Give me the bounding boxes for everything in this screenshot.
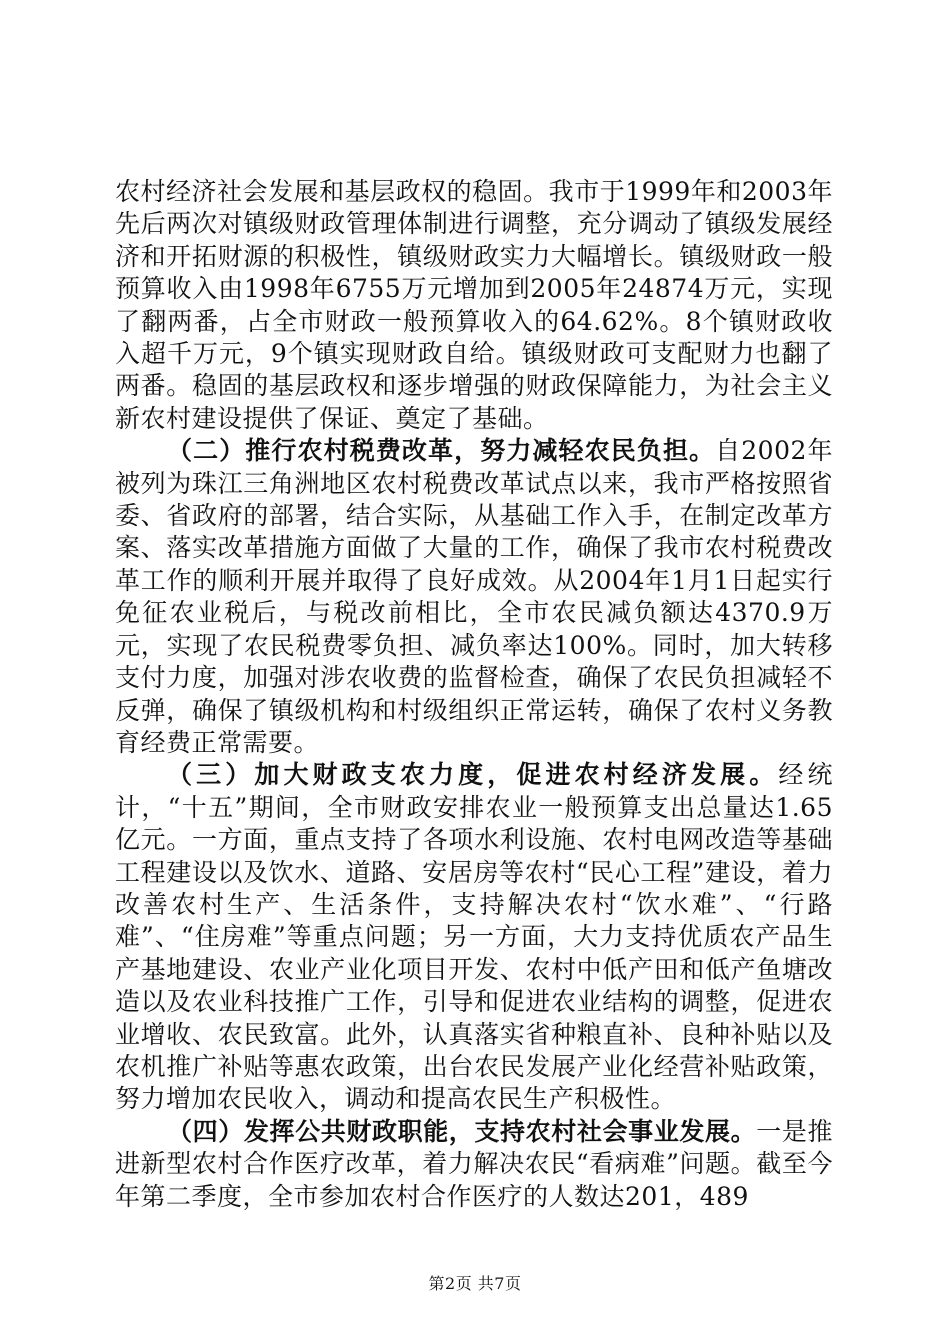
paragraph-4-heading: （四）发挥公共财政职能，支持农村社会事业发展。 — [167, 1116, 757, 1146]
page-number-label: 第2页 共7页 — [428, 1274, 522, 1293]
paragraph-1-body: 农村经济社会发展和基层政权的稳固。我市于1999年和2003年先后两次对镇级财政管理体制进行调整，充分调动了镇级发展经济和开拓财源的积极性，镇级财政实力大幅增长。镇级财政一般预算收入由1998年6755万元增加到2005年24874万元，实现了翻两番，占全市财政一般预算收入的64.62%。8个镇财政收入超千万元，9个镇实现财政自给。镇级财政可支配财力也翻了两番。稳固的基层政权和逐步增强的财政保障能力，为社会主义新农村建设提供了保证、奠定了基础。 — [115, 177, 833, 433]
paragraph-4 — [115, 1116, 833, 1213]
paragraph-1 — [115, 176, 833, 435]
paragraph-3-body: 经统计，“十五”期间，全市财政安排农业一般预算支出总量达1.65亿元。一方面，重点支持了各项水利设施、农村电网改造等基础工程建设以及饮水、道路、安居房等农村“民心工程”建设，着力改善农村生产、生活条件，支持解决农村“饮水难”、“行路难”、“住房难”等重点问题；另一方面，大力支持优质农产品生产基地建设、农业产业化项目开发、农村中低产田和低产鱼塘改造以及农业科技推广工作，引导和促进农业结构的调整，促进农业增收、农民致富。此外，认真落实省种粮直补、良种补贴以及农机推广补贴等惠农政策，出台农民发展产业化经营补贴政策，努力增加农民收入，调动和提高农民生产积极性。 — [115, 760, 833, 1114]
paragraph-2 — [115, 435, 833, 759]
document-body — [115, 176, 833, 1213]
paragraph-3-heading: （三）加大财政支农力度，促进农村经济发展。 — [167, 760, 779, 790]
page-footer — [0, 1271, 950, 1294]
paragraph-2-heading: （二）推行农村税费改革，努力减轻农民负担。 — [167, 436, 716, 466]
paragraph-4-body: 一是推进新型农村合作医疗改革，着力解决农民“看病难”问题。截至今年第二季度，全市参加农村合作医疗的人数达201，489 — [115, 1116, 833, 1211]
paragraph-2-body: 自2002年被列为珠江三角洲地区农村税费改革试点以来，我市严格按照省委、省政府的部署，结合实际，从基础工作入手，在制定改革方案、落实改革措施方面做了大量的工作，确保了我市农村税费改革工作的顺利开展并取得了良好成效。从2004年1月1日起实行免征农业税后，与税改前相比，全市农民减负额达4370.9万元，实现了农民税费零负担、减负率达100%。同时，加大转移支付力度，加强对涉农收费的监督检查，确保了农民负担减轻不反弹，确保了镇级机构和村级组织正常运转，确保了农村义务教育经费正常需要。 — [115, 436, 833, 757]
paragraph-3 — [115, 759, 833, 1115]
